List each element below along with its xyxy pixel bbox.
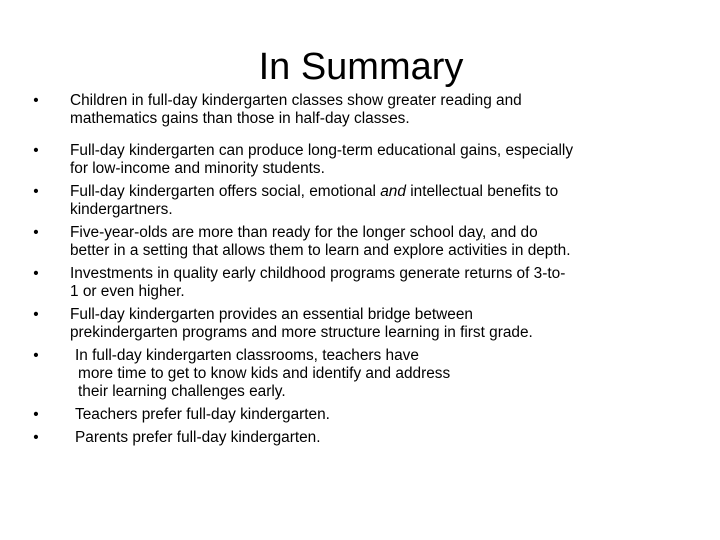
bullet-icon: • bbox=[33, 306, 39, 323]
bullet-line: 1 or even higher. bbox=[70, 283, 185, 300]
bullet-text: Full-day kindergarten offers social, emotional bbox=[70, 183, 381, 200]
bullet-icon: • bbox=[33, 183, 39, 200]
bullet-line: kindergartners. bbox=[70, 201, 173, 218]
bullet-icon: • bbox=[33, 142, 39, 159]
bullet-item bbox=[26, 306, 702, 342]
bullet-line: Investments in quality early childhood programs generate returns of 3-to- bbox=[70, 265, 566, 282]
bullet-line: mathematics gains than those in half-day classes. bbox=[70, 110, 410, 127]
bullet-item bbox=[26, 429, 702, 447]
bullet-line: Full-day kindergarten can produce long-term educational gains, especially bbox=[70, 142, 574, 159]
bullet-item bbox=[26, 224, 702, 260]
bullet-line: Parents prefer full-day kindergarten. bbox=[75, 429, 321, 446]
emphasis-text: and bbox=[380, 183, 406, 200]
bullet-item bbox=[26, 347, 702, 401]
bullet-line: their learning challenges early. bbox=[78, 383, 286, 400]
bullet-item bbox=[26, 92, 702, 128]
bullet-item bbox=[26, 142, 702, 178]
bullet-icon: • bbox=[33, 224, 39, 241]
bullet-item bbox=[26, 183, 702, 219]
bullet-line: Five-year-olds are more than ready for the longer school day, and do bbox=[70, 224, 538, 241]
slide-title: In Summary bbox=[258, 46, 464, 88]
bullet-item bbox=[26, 406, 702, 424]
bullet-icon: • bbox=[33, 265, 39, 282]
bullet-text: intellectual benefits to bbox=[405, 183, 559, 200]
bullet-line: for low-income and minority students. bbox=[70, 160, 325, 177]
bullet-icon: • bbox=[33, 429, 39, 446]
bullet-line: Full-day kindergarten provides an essential bridge between bbox=[70, 306, 473, 323]
bullet-line: better in a setting that allows them to learn and explore activities in depth. bbox=[70, 242, 571, 259]
bullet-item bbox=[26, 265, 702, 301]
bullet-icon: • bbox=[33, 92, 39, 109]
bullet-line: more time to get to know kids and identify and address bbox=[78, 365, 451, 382]
bullet-line: In full-day kindergarten classrooms, teachers have bbox=[75, 347, 419, 364]
bullet-icon: • bbox=[33, 347, 39, 364]
bullet-list bbox=[26, 92, 702, 452]
bullet-icon: • bbox=[33, 406, 39, 423]
bullet-line: prekindergarten programs and more structure learning in first grade. bbox=[70, 324, 533, 341]
bullet-line: Teachers prefer full-day kindergarten. bbox=[75, 406, 330, 423]
bullet-line: Children in full-day kindergarten classes show greater reading and bbox=[70, 92, 522, 109]
